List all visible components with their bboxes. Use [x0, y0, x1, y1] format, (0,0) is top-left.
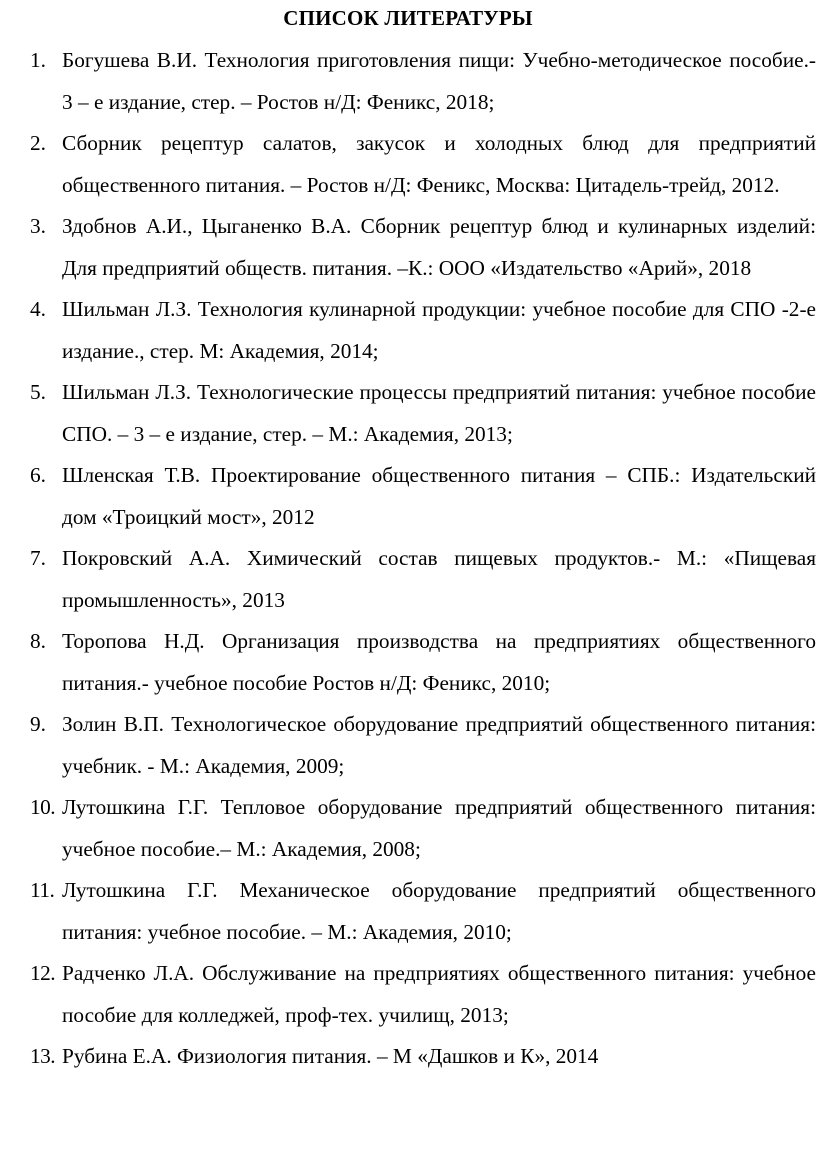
- reference-item: [30, 289, 816, 372]
- reference-number: 6.: [30, 463, 46, 487]
- reference-item: [30, 372, 816, 455]
- reference-number: 5.: [30, 380, 46, 404]
- reference-text: Рубина Е.А. Физиология питания. – М «Дашков и К», 2014: [62, 1044, 599, 1068]
- reference-text: Шильман Л.З. Технологические процессы предприятий питания: учебное пособие СПО. – 3 – е издание, стер. – М.: Академия, 2013;: [62, 380, 816, 446]
- reference-text: Золин В.П. Технологическое оборудование предприятий общественного питания: учебник. - М.: Академия, 2009;: [62, 712, 816, 778]
- reference-number: 12.: [30, 961, 56, 985]
- reference-text: Здобнов А.И., Цыганенко В.А. Сборник рецептур блюд и кулинарных изделий: Для предприятий обществ. питания. –К.: ООО «Издательство «Арий», 2018: [62, 214, 816, 280]
- reference-text: Сборник рецептур салатов, закусок и холодных блюд для предприятий общественного питания. – Ростов н/Д: Феникс, Москва: Цитадель-трейд, 2012.: [62, 131, 816, 197]
- reference-text: Лутошкина Г.Г. Тепловое оборудование предприятий общественного питания: учебное пособие.– М.: Академия, 2008;: [62, 795, 816, 861]
- reference-number: 3.: [30, 214, 46, 238]
- reference-number: 2.: [30, 131, 46, 155]
- reference-number: 13.: [30, 1044, 56, 1068]
- reference-number: 4.: [30, 297, 46, 321]
- reference-item: [30, 123, 816, 206]
- reference-item: [30, 621, 816, 704]
- reference-text: Торопова Н.Д. Организация производства на предприятиях общественного питания.- учебное пособие Ростов н/Д: Феникс, 2010;: [62, 629, 816, 695]
- reference-item: [30, 1036, 816, 1078]
- reference-text: Лутошкина Г.Г. Механическое оборудование предприятий общественного питания: учебное пособие. – М.: Академия, 2010;: [62, 878, 816, 944]
- reference-number: 8.: [30, 629, 46, 653]
- reference-number: 11.: [30, 878, 55, 902]
- reference-number: 10.: [30, 795, 56, 819]
- reference-list: [30, 40, 816, 1078]
- reference-number: 7.: [30, 546, 46, 570]
- reference-item: [30, 787, 816, 870]
- reference-text: Покровский А.А. Химический состав пищевых продуктов.- М.: «Пищевая промышленность», 2013: [62, 546, 816, 612]
- reference-text: Богушева В.И. Технология приготовления пищи: Учебно-методическое пособие.- 3 – е издание, стер. – Ростов н/Д: Феникс, 2018;: [62, 48, 816, 114]
- reference-item: [30, 870, 816, 953]
- reference-text: Радченко Л.А. Обслуживание на предприятиях общественного питания: учебное пособие для колледжей, проф-тех. училищ, 2013;: [62, 961, 816, 1027]
- reference-item: [30, 953, 816, 1036]
- reference-item: [30, 704, 816, 787]
- page-title: СПИСОК ЛИТЕРАТУРЫ: [283, 6, 533, 30]
- reference-item: [30, 40, 816, 123]
- reference-number: 9.: [30, 712, 46, 736]
- reference-number: 1.: [30, 48, 46, 72]
- reference-text: Шленская Т.В. Проектирование общественного питания – СПБ.: Издательский дом «Троицкий мост», 2012: [62, 463, 816, 529]
- reference-item: [30, 455, 816, 538]
- reference-item: [30, 206, 816, 289]
- reference-item: [30, 538, 816, 621]
- reference-text: Шильман Л.З. Технология кулинарной продукции: учебное пособие для СПО -2-е издание., стер. М: Академия, 2014;: [62, 297, 816, 363]
